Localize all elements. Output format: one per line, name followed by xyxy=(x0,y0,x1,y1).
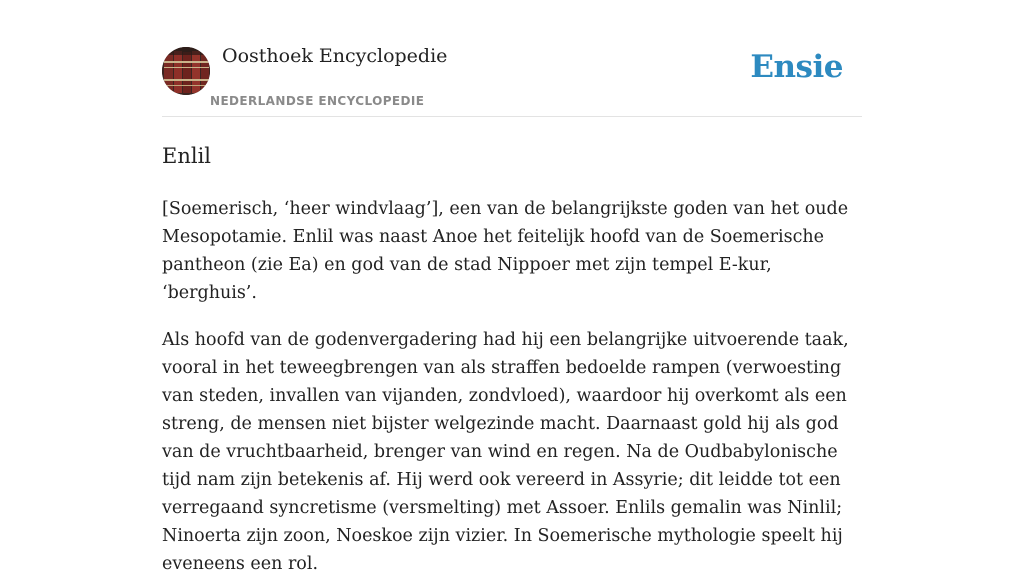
article-title: Enlil xyxy=(162,144,212,168)
book-spines-logo-icon[interactable] xyxy=(162,47,210,95)
site-subtitle: NEDERLANDSE ENCYCLOPEDIE xyxy=(210,94,425,108)
page-container xyxy=(162,0,862,578)
article-content xyxy=(162,142,862,578)
site-header xyxy=(162,0,862,117)
ensie-brand-link[interactable]: Ensie xyxy=(750,49,843,85)
site-title[interactable]: Oosthoek Encyclopedie xyxy=(222,45,448,67)
article-paragraph: Als hoofd van de godenvergadering had hij een belangrijke uitvoerende taak, vooral in het teweegbrengen van als straffen bedoelde rampen (verwoesting van steden, invallen van vijanden, zondvloed), waardoor hij overkomt als een streng, de mensen niet bijster welgezinde macht. Daarnaast gold hij als god van de vruchtbaarheid, brenger van wind en regen. Na de Oudbabylonische tijd nam zijn betekenis af. Hij werd ook vereerd in Assyrie; dit leidde tot een verregaand syncretisme (versmelting) met Assoer. Enlils gemalin was Ninlil; Ninoerta zijn zoon, Noeskoe zijn vizier. In Soemerische mythologie speelt hij eveneens een rol. xyxy=(162,330,849,574)
article-paragraph: [Soemerisch, ‘heer windvlaag’], een van de belangrijkste goden van het oude Mesopotamie. Enlil was naast Anoe het feitelijk hoofd van de Soemerische pantheon (zie Ea) en god van de stad Nippoer met zijn tempel E-kur, ‘berghuis’. xyxy=(162,199,849,303)
